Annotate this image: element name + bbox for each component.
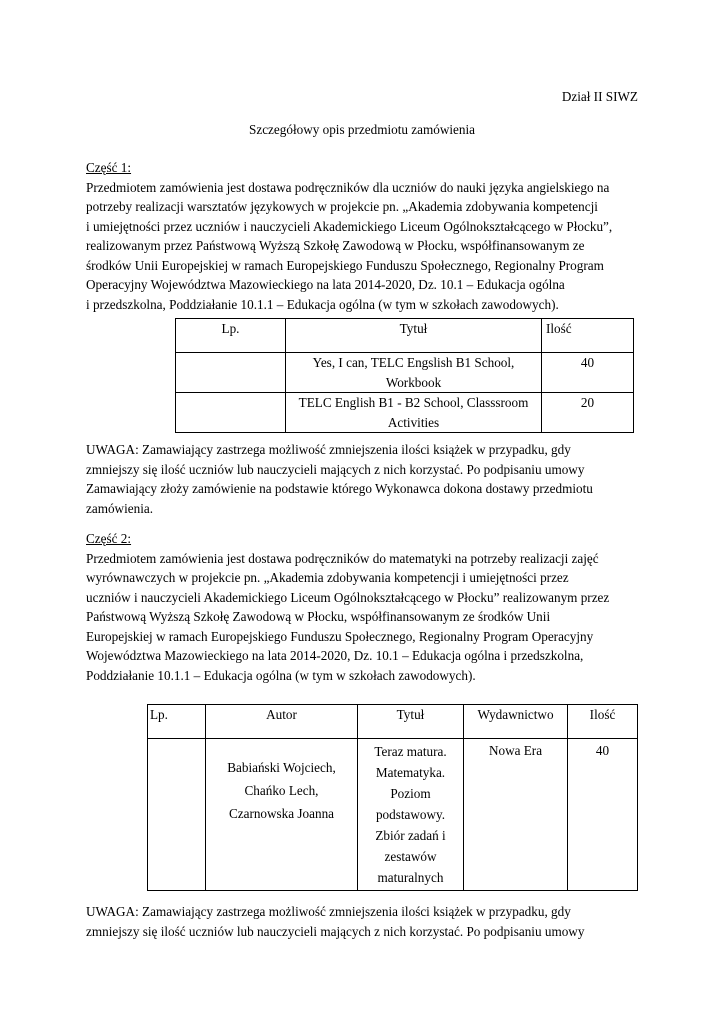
part1-line: Operacyjny Województwa Mazowieckiego na lata 2014-2020, Dz. 10.1 – Edukacja ogólna [86, 277, 565, 292]
cell-qty: 20 [542, 393, 634, 433]
title-line: Teraz matura. [374, 744, 447, 759]
part1-line: realizowanym przez Państwową Wyższą Szkołę Zawodową w Płocku, współfinansowanym ze [86, 238, 585, 253]
col-header-title: Tytuł [358, 705, 464, 739]
cell-lp [148, 739, 206, 891]
part2-line: wyrównawczych w projekcie pn. „Akademia zdobywania kompetencji i umiejętności przez [86, 570, 569, 585]
col-header-lp: Lp. [148, 705, 206, 739]
part2-line: Państwową Wyższą Szkołę Zawodową w Płocku, współfinansowanym ze środków Unii [86, 609, 551, 624]
title-line: Workbook [385, 374, 442, 390]
part2-line: Przedmiotem zamówienia jest dostawa podręczników do matematyki na potrzeby realizacji zajęć [86, 550, 599, 566]
part2-section [86, 529, 638, 685]
part2-note [86, 902, 638, 941]
part2-label: Część 2: [86, 531, 132, 546]
part2-line: Europejskiej w ramach Europejskiego Funduszu Społecznego, Regionalny Program Operacyjny [86, 628, 594, 644]
table-row [176, 353, 634, 393]
part2-line: uczniów i nauczycieli Akademickiego Liceum Ogólnokształcącego w Płocku” realizowanym przez [86, 589, 610, 605]
part1-table [175, 318, 634, 433]
cell-qty: 40 [542, 353, 634, 393]
title-line: Poziom [390, 786, 431, 801]
note-line: zmniejszy się ilość uczniów lub nauczycieli mających z nich korzystać. Po podpisaniu umowy [86, 461, 585, 477]
col-header-author: Autor [206, 705, 358, 739]
cell-title [358, 739, 464, 891]
note-line: Zamawiający złoży zamówienie na podstawie którego Wykonawca dokona dostawy przedmiotu [86, 481, 593, 496]
part2-line: Województwa Mazowieckiego na lata 2014-2020, Dz. 10.1 – Edukacja ogólna i przedszkolna, [86, 648, 584, 663]
cell-title [286, 393, 542, 433]
title-line: Yes, I can, TELC Engslish B1 School, [312, 355, 515, 370]
col-header-qty: Ilość [542, 319, 634, 353]
page-title: Szczegółowy opis przedmiotu zamówienia [249, 122, 475, 137]
section-reference: Dział II SIWZ [561, 89, 638, 104]
part1-line: i przedszkolna, Poddziałanie 10.1.1 – Edukacja ogólna (w tym w szkołach zawodowych). [86, 296, 559, 312]
cell-title [286, 353, 542, 393]
col-header-title: Tytuł [286, 319, 542, 353]
part1-label: Część 1: [86, 160, 132, 175]
title-line: TELC English B1 - B2 School, Classsroom [298, 395, 529, 410]
table-row [148, 739, 638, 891]
note-line: UWAGA: Zamawiający zastrzega możliwość zmniejszenia ilości książek w przypadku, gdy [86, 904, 571, 919]
note-line: UWAGA: Zamawiający zastrzega możliwość zmniejszenia ilości książek w przypadku, gdy [86, 442, 571, 457]
title-line: Matematyka. [375, 765, 446, 780]
cell-author [206, 739, 358, 891]
cell-lp [176, 393, 286, 433]
table-header-row [148, 705, 638, 739]
cell-lp [176, 353, 286, 393]
part2-line: Poddziałanie 10.1.1 – Edukacja ogólna (w tym w szkołach zawodowych). [86, 667, 476, 683]
table-header-row [176, 319, 634, 353]
author-line: Czarnowska Joanna [228, 806, 335, 821]
title-line: Activities [387, 414, 440, 430]
cell-qty: 40 [568, 739, 638, 891]
title-line: maturalnych [377, 870, 444, 885]
note-line: zamówienia. [86, 500, 154, 516]
author-line: Chańko Lech, [244, 783, 319, 798]
author-line: Babiański Wojciech, [227, 760, 336, 775]
title-line: podstawowy. [375, 807, 446, 822]
title-line: zestawów [384, 849, 437, 864]
title-line: Zbiór zadań i [375, 828, 446, 843]
part1-line: potrzeby realizacji warsztatów językowych w projekcie pn. „Akademia zdobywania kompetencji [86, 199, 598, 214]
part1-line: środków Unii Europejskiej w ramach Europejskiego Funduszu Społecznego, Regionalny Program [86, 257, 604, 273]
part1-section [86, 158, 638, 314]
part1-line: Przedmiotem zamówienia jest dostawa podręczników dla uczniów do nauki języka angielskiego na [86, 179, 610, 195]
col-header-qty: Ilość [568, 705, 638, 739]
col-header-publisher: Wydawnictwo [464, 705, 568, 739]
note-line: zmniejszy się ilość uczniów lub nauczycieli mających z nich korzystać. Po podpisaniu umowy [86, 923, 585, 939]
col-header-lp: Lp. [176, 319, 286, 353]
part1-line: i umiejętności przez uczniów i nauczycieli Akademickiego Liceum Ogólnokształcącego w Płocku”, [86, 218, 613, 234]
table-row [176, 393, 634, 433]
part1-note [86, 440, 638, 518]
cell-publisher: Nowa Era [464, 739, 568, 891]
part2-table [147, 704, 638, 891]
